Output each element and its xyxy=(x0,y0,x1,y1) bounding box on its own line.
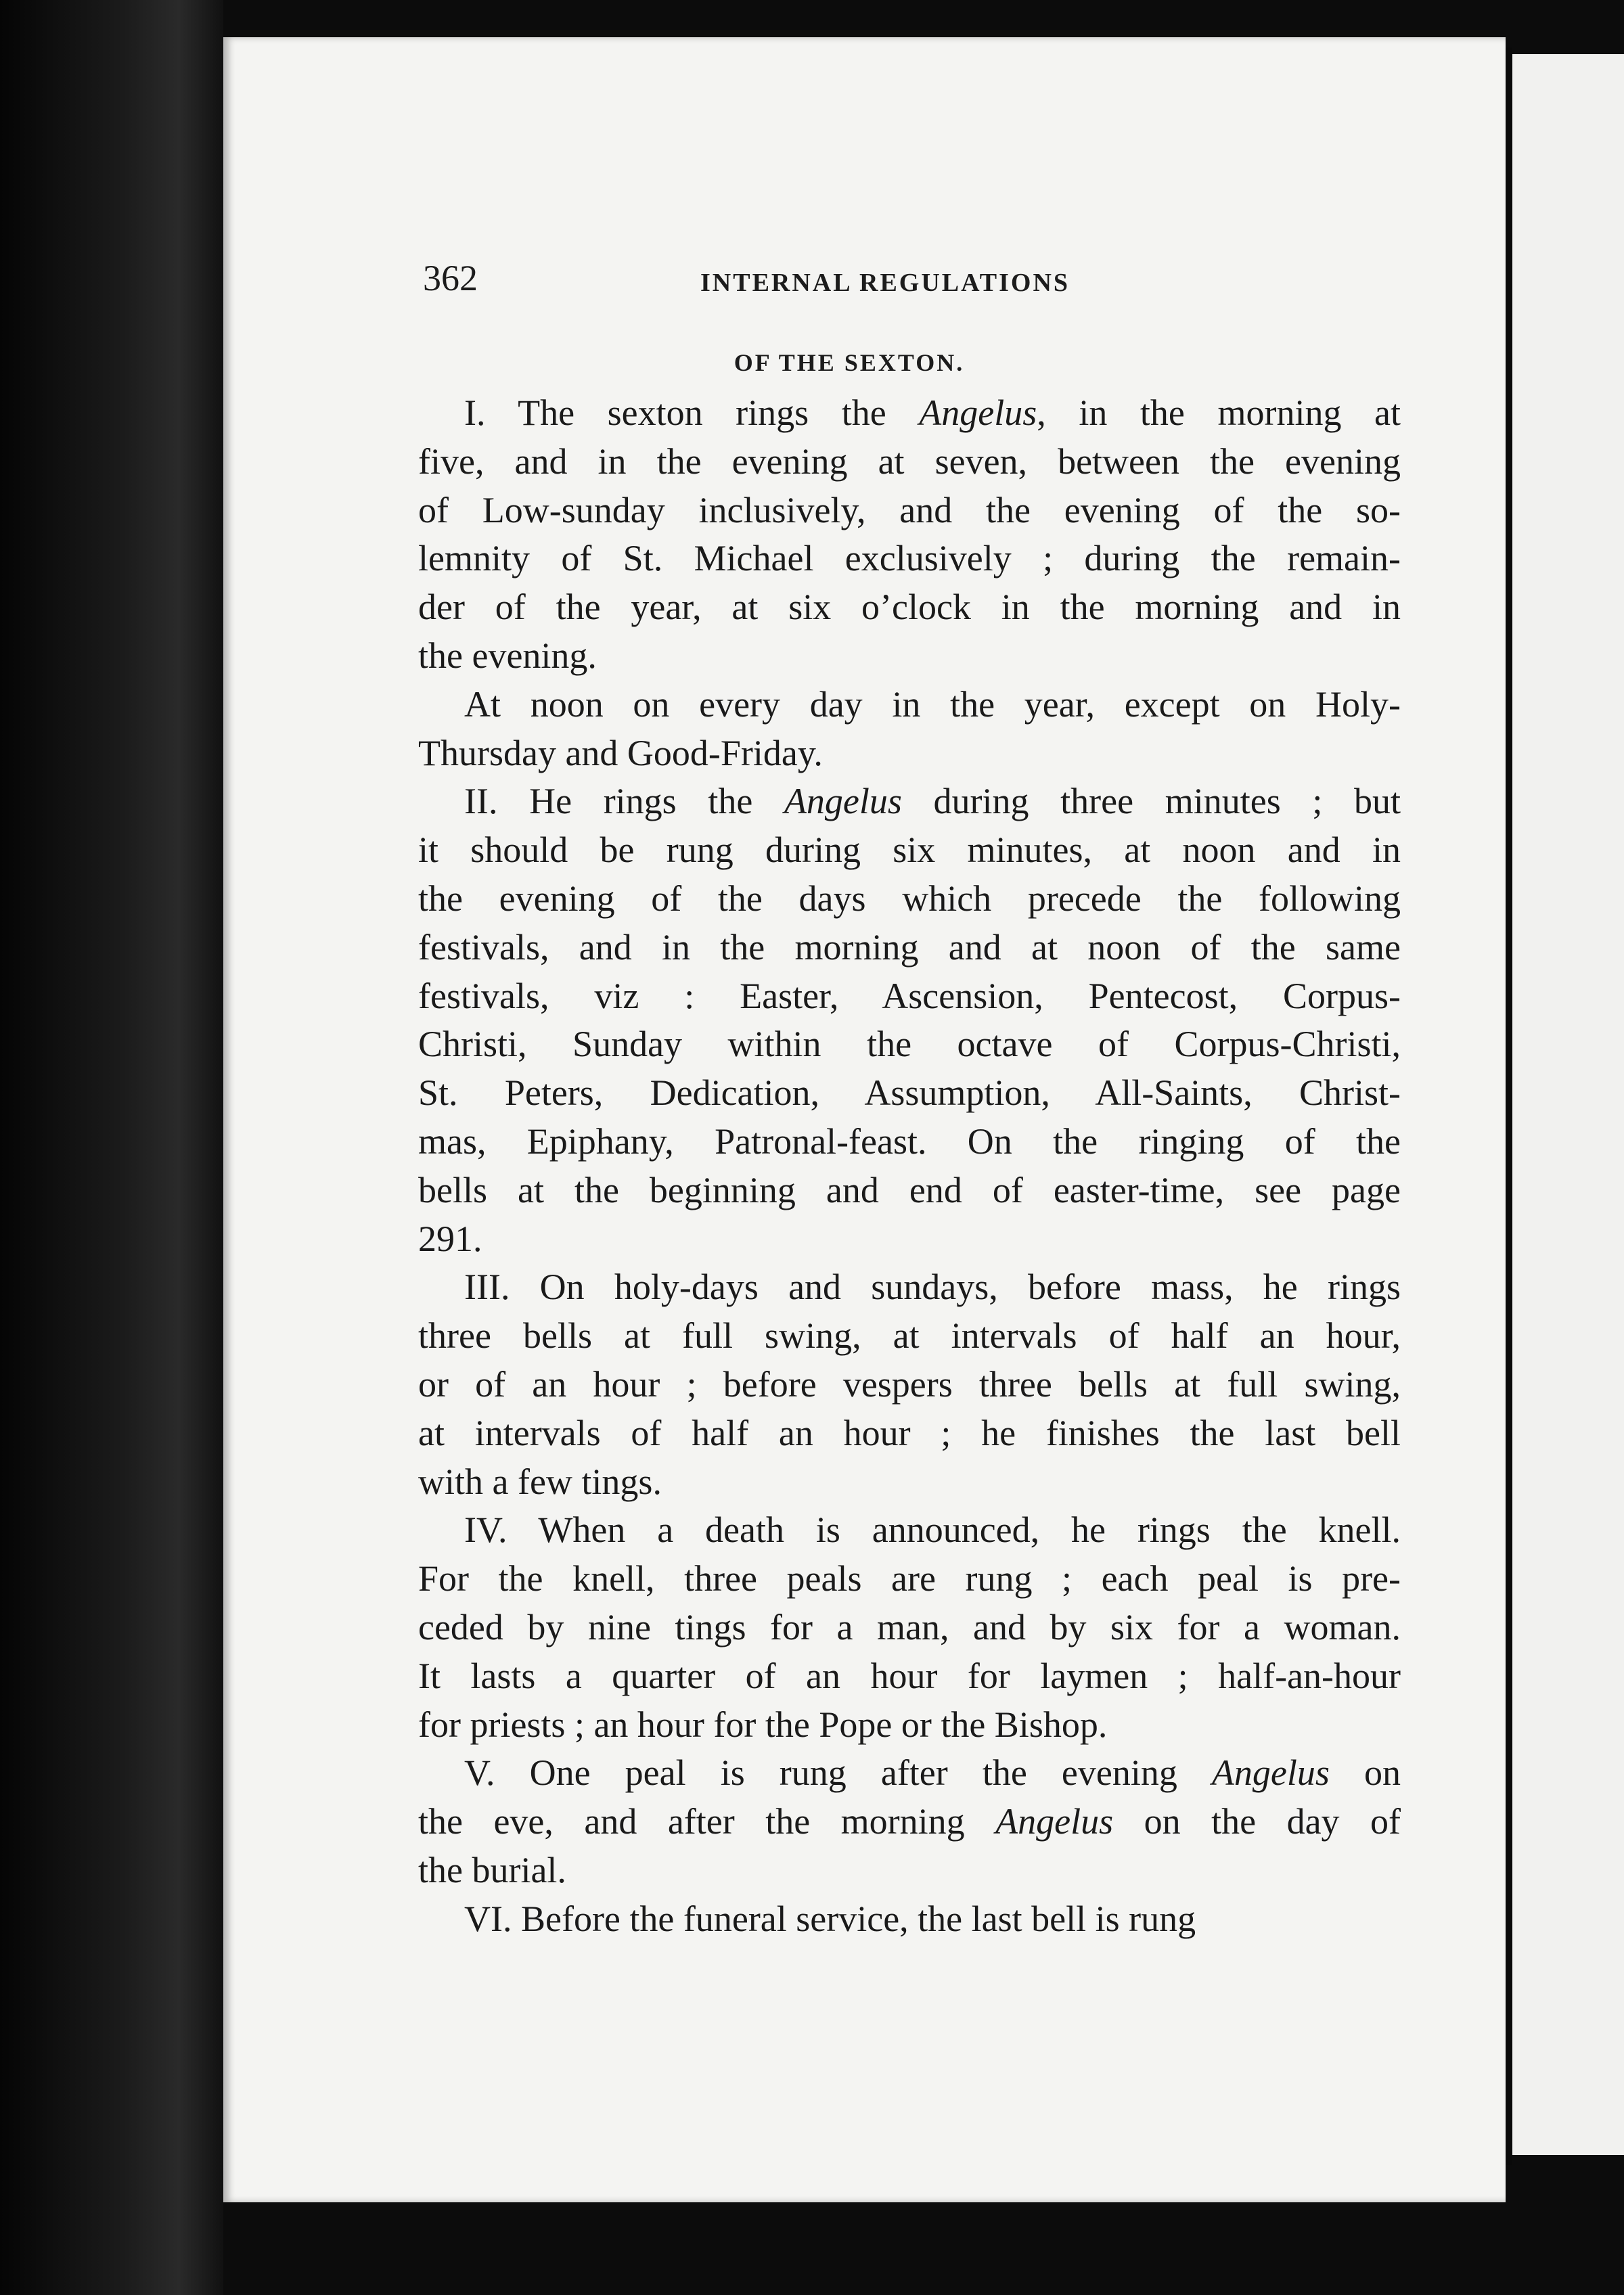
scan-background-left xyxy=(0,0,223,2295)
text-line: At noon on every day in the year, except on Holy- xyxy=(464,683,1401,725)
body-text xyxy=(418,389,1401,1944)
text-line: for priests ; an hour for the Pope or the Bishop. xyxy=(418,1704,1108,1745)
page-number: 362 xyxy=(423,258,478,298)
paragraph xyxy=(418,1263,1401,1506)
text-line: III. On holy-days and sundays, before mass, he rings xyxy=(464,1267,1401,1308)
text-line: the evening of the days which precede the following xyxy=(418,878,1401,919)
section-heading xyxy=(0,348,1624,377)
running-title: INTERNAL REGULATIONS xyxy=(700,269,1070,297)
paragraph xyxy=(418,1749,1401,1894)
text-line: festivals, viz : Easter, Ascension, Pentecost, Corpus- xyxy=(418,975,1401,1016)
text-line: of Low-sunday inclusively, and the evening of the so- xyxy=(418,489,1401,530)
text-line: the burial. xyxy=(418,1849,566,1890)
paragraph xyxy=(418,1895,1401,1944)
text-line: VI. Before the funeral service, the last bell is rung xyxy=(464,1898,1196,1939)
text-line: For the knell, three peals are rung ; each peal is pre- xyxy=(418,1558,1401,1599)
text-line: the evening. xyxy=(418,635,597,676)
text-line: mas, Epiphany, Patronal-feast. On the ringing of the xyxy=(418,1120,1401,1162)
paragraph xyxy=(418,777,1401,1263)
page-header xyxy=(423,257,1127,311)
text-line: Christi, Sunday within the octave of Corpus-Christi, xyxy=(418,1024,1401,1065)
text-line: at intervals of half an hour ; he finishes the last bell xyxy=(418,1412,1401,1453)
text-line: it should be rung during six minutes, at noon and in xyxy=(418,830,1401,871)
text-line: der of the year, at six o’clock in the morning and in xyxy=(418,587,1401,628)
text-line: bells at the beginning and end of easter-time, see page xyxy=(418,1169,1401,1210)
paragraph xyxy=(418,1506,1401,1749)
text-line: the eve, and after the morning Angelus on the day of xyxy=(418,1801,1401,1842)
text-line: St. Peters, Dedication, Assumption, All-Saints, Christ- xyxy=(418,1072,1401,1114)
text-line: V. One peal is rung after the evening Angelus on xyxy=(464,1752,1401,1794)
text-line: lemnity of St. Michael exclusively ; during the remain- xyxy=(418,538,1401,579)
text-line: or of an hour ; before vespers three bells at full swing, xyxy=(418,1363,1401,1405)
text-line: IV. When a death is announced, he rings the knell. xyxy=(464,1509,1401,1551)
text-line: three bells at full swing, at intervals of half an hour, xyxy=(418,1315,1401,1357)
text-line: ceded by nine tings for a man, and by six for a woman. xyxy=(418,1606,1401,1648)
section-heading-text: OF THE SEXTON. xyxy=(734,349,965,376)
text-line: II. He rings the Angelus during three minutes ; but xyxy=(464,781,1401,822)
text-line: with a few tings. xyxy=(418,1461,662,1502)
text-line: I. The sexton rings the Angelus, in the morning at xyxy=(464,392,1401,433)
text-line: 291. xyxy=(418,1218,482,1259)
text-line: It lasts a quarter of an hour for laymen ; half-an-hour xyxy=(418,1655,1401,1696)
text-line: festivals, and in the morning and at noon of the same xyxy=(418,926,1401,968)
paragraph xyxy=(418,681,1401,778)
text-line: five, and in the evening at seven, between the evening xyxy=(418,440,1401,482)
paragraph xyxy=(418,389,1401,681)
text-line: Thursday and Good-Friday. xyxy=(418,732,823,773)
